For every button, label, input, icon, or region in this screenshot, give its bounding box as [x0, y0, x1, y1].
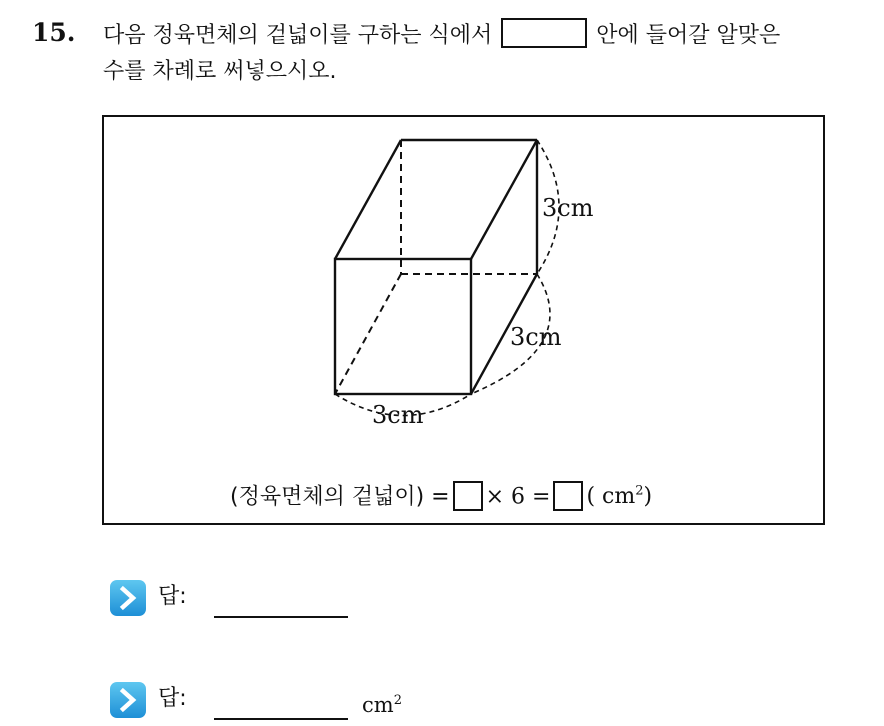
chevron-right-icon	[110, 580, 146, 616]
question-text-after-blank: 안에 들어갈 알맞은	[596, 23, 781, 48]
answer-blank-line[interactable]	[214, 718, 348, 720]
question-text-line2: 수를 차례로 써넣으시오.	[103, 59, 337, 84]
question-number: 15.	[32, 18, 76, 47]
answer-label: 답:	[158, 584, 187, 609]
question-text-before-blank: 다음 정육면체의 겉넓이를 구하는 식에서	[103, 23, 493, 48]
blank-box-icon	[501, 18, 587, 48]
edge-top-left	[335, 140, 401, 259]
formula-unit-close: )	[643, 484, 653, 510]
surface-area-formula	[230, 477, 652, 512]
dimension-label-bottom: 3cm	[372, 401, 424, 429]
answer-unit-text: cm	[362, 693, 394, 717]
answer-unit	[362, 688, 402, 718]
cube-front-face	[335, 259, 471, 394]
formula-blank-box-1	[453, 481, 483, 511]
dimension-label-diagonal: 3cm	[510, 323, 562, 351]
answer-unit-exponent: 2	[393, 693, 402, 708]
dimension-label-right: 3cm	[542, 194, 594, 222]
cube-diagram	[104, 117, 827, 527]
figure-frame	[102, 115, 825, 525]
hidden-edge-diagonal	[335, 274, 401, 394]
chevron-right-icon	[110, 682, 146, 718]
formula-times-six: × 6 =	[485, 484, 551, 510]
answer-blank-line[interactable]	[214, 616, 348, 618]
question-text-line1	[103, 18, 780, 51]
formula-unit-exponent: 2	[635, 484, 644, 499]
edge-top-right	[471, 140, 537, 259]
formula-left-text: (정육면체의 겉넓이) =	[230, 484, 450, 510]
answer-label: 답:	[158, 686, 187, 711]
formula-unit	[586, 484, 652, 509]
formula-blank-box-2	[553, 481, 583, 511]
formula-unit-open: ( cm	[586, 484, 636, 510]
